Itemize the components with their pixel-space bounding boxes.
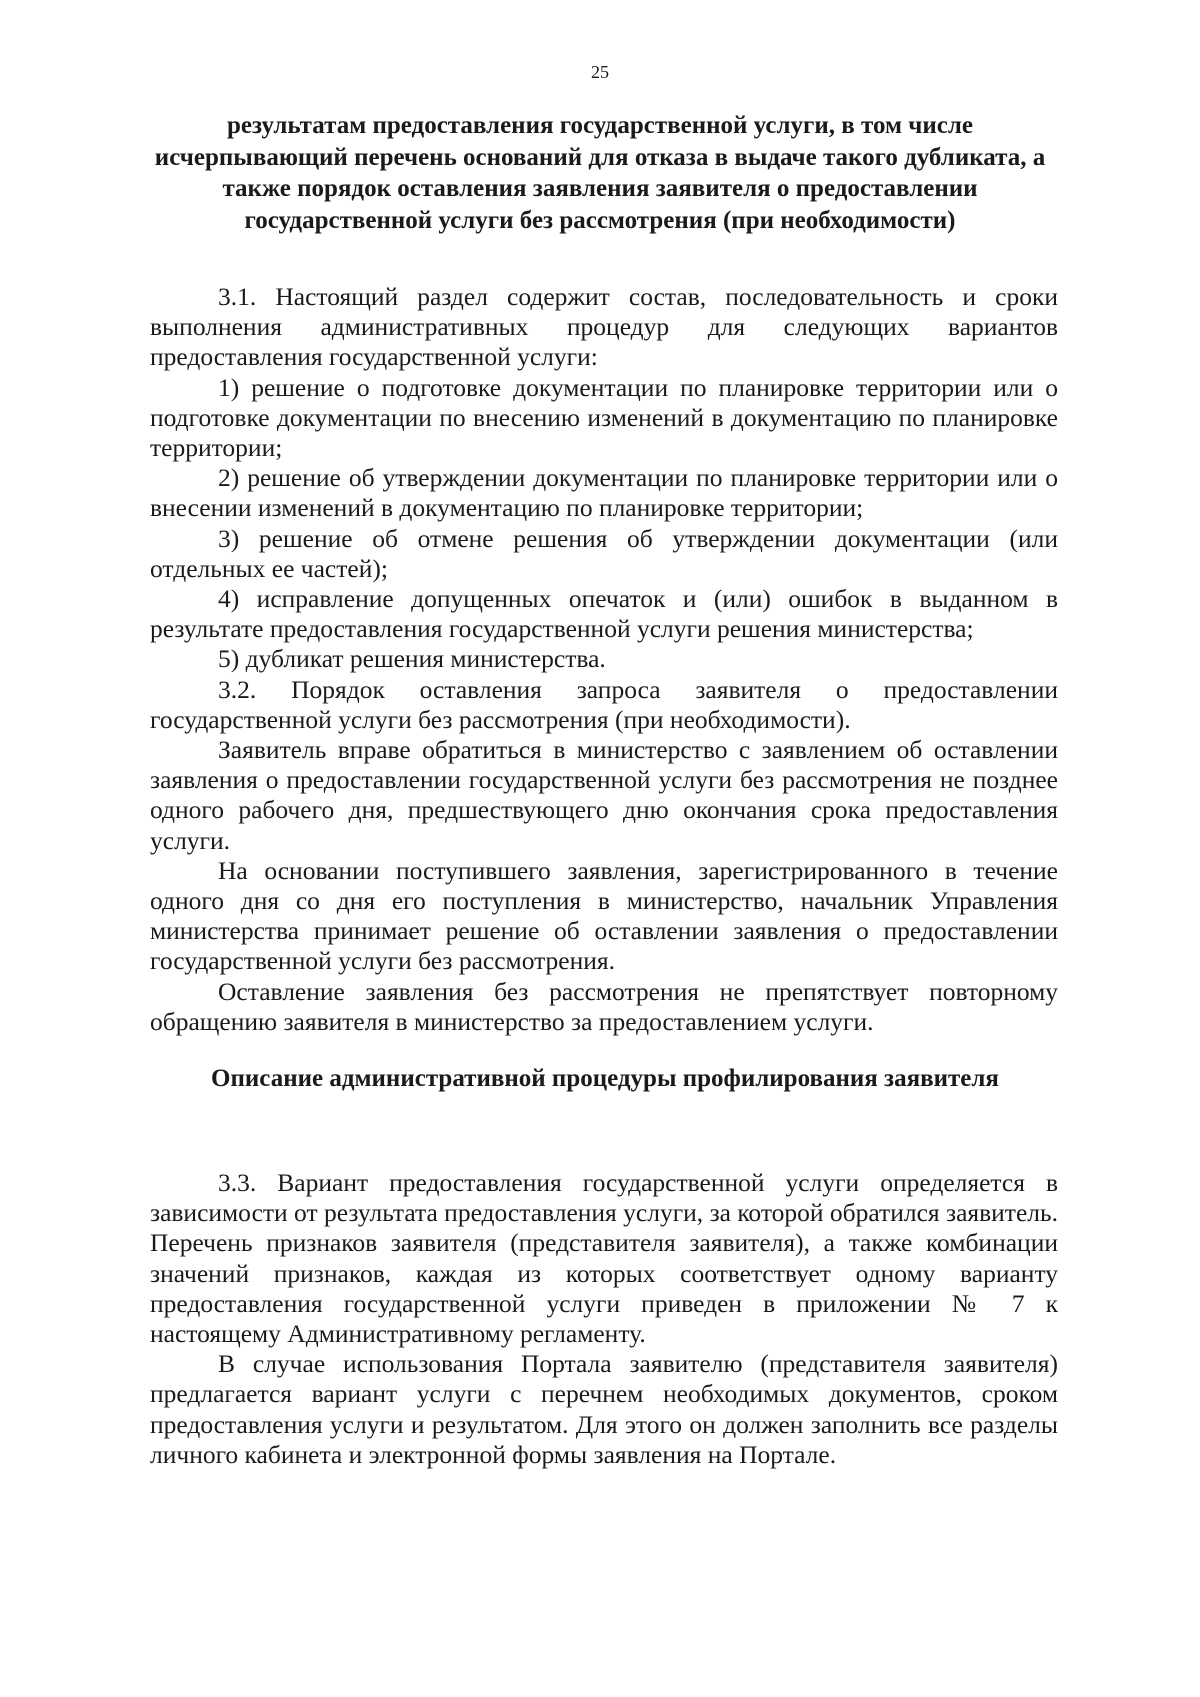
profiling-heading: Описание административной процедуры профилирования заявителя bbox=[211, 1065, 999, 1092]
section-3-3-text bbox=[150, 1168, 1058, 1470]
paragraph-decision: На основании поступившего заявления, зарегистрированного в течение одного дня со дня его поступления в министерство, начальник Управления министерства принимает решение об оставлении заявления о предоставлении государственной услуги без рассмотрения. bbox=[150, 855, 1058, 976]
section-3-1-3-2-text bbox=[150, 282, 1058, 1037]
list-item-4: 4) исправление допущенных опечаток и (или) ошибок в выданном в результате предоставления государственной услуги решения министерства; bbox=[150, 584, 1058, 644]
list-item-3: 3) решение об отмене решения об утверждении документации (или отдельных ее частей); bbox=[150, 523, 1058, 583]
paragraph-3-3: 3.3. Вариант предоставления государственной услуги определяется в зависимости от результата предоставления услуги, за которой обратился заявитель. Перечень признаков заявителя (представителя заявителя), а также комбинации значений признаков, каждая из которых соответствует одному варианту предоставления государственной услуги приведен в приложении № 7 к настоящему Административному регламенту. bbox=[150, 1168, 1058, 1349]
page-number: 25 bbox=[591, 62, 609, 82]
list-item-5: 5) дубликат решения министерства. bbox=[218, 644, 606, 674]
paragraph-applicant-right: Заявитель вправе обратиться в министерство с заявлением об оставлении заявления о предоставлении государственной услуги без рассмотрения не позднее одного рабочего дня, предшествующего дню окончания срока предоставления услуги. bbox=[150, 735, 1058, 855]
section-heading-continued: результатам предоставления государственной услуги, в том числе исчерпывающий перечень оснований для отказа в выдаче такого дубликата, а также порядок оставления заявления заявителя о предоставлении государственной услуги без рассмотрения (при необходимости) bbox=[154, 112, 1046, 234]
list-item-2: 2) решение об утверждении документации по планировке территории или о внесении изменений в документацию по планировке территории; bbox=[150, 463, 1058, 523]
paragraph-no-obstacle: Оставление заявления без рассмотрения не препятствует повторному обращению заявителя в министерство за предоставлением услуги. bbox=[150, 976, 1058, 1036]
paragraph-3-1: 3.1. Настоящий раздел содержит состав, последовательность и сроки выполнения административных процедур для следующих вариантов предоставления государственной услуги: bbox=[150, 282, 1058, 372]
paragraph-3-2: 3.2. Порядок оставления запроса заявителя о предоставлении государственной услуги без рассмотрения (при необходимости). bbox=[150, 674, 1058, 734]
paragraph-portal: В случае использования Портала заявителю (представителя заявителя) предлагается вариант услуги с перечнем необходимых документов, сроком предоставления услуги и результатом. Для этого он должен заполнить все разделы личного кабинета и электронной формы заявления на Портале. bbox=[150, 1349, 1058, 1469]
list-item-1: 1) решение о подготовке документации по планировке территории или о подготовке документации по внесению изменений в документацию по планировке территории; bbox=[150, 372, 1058, 463]
